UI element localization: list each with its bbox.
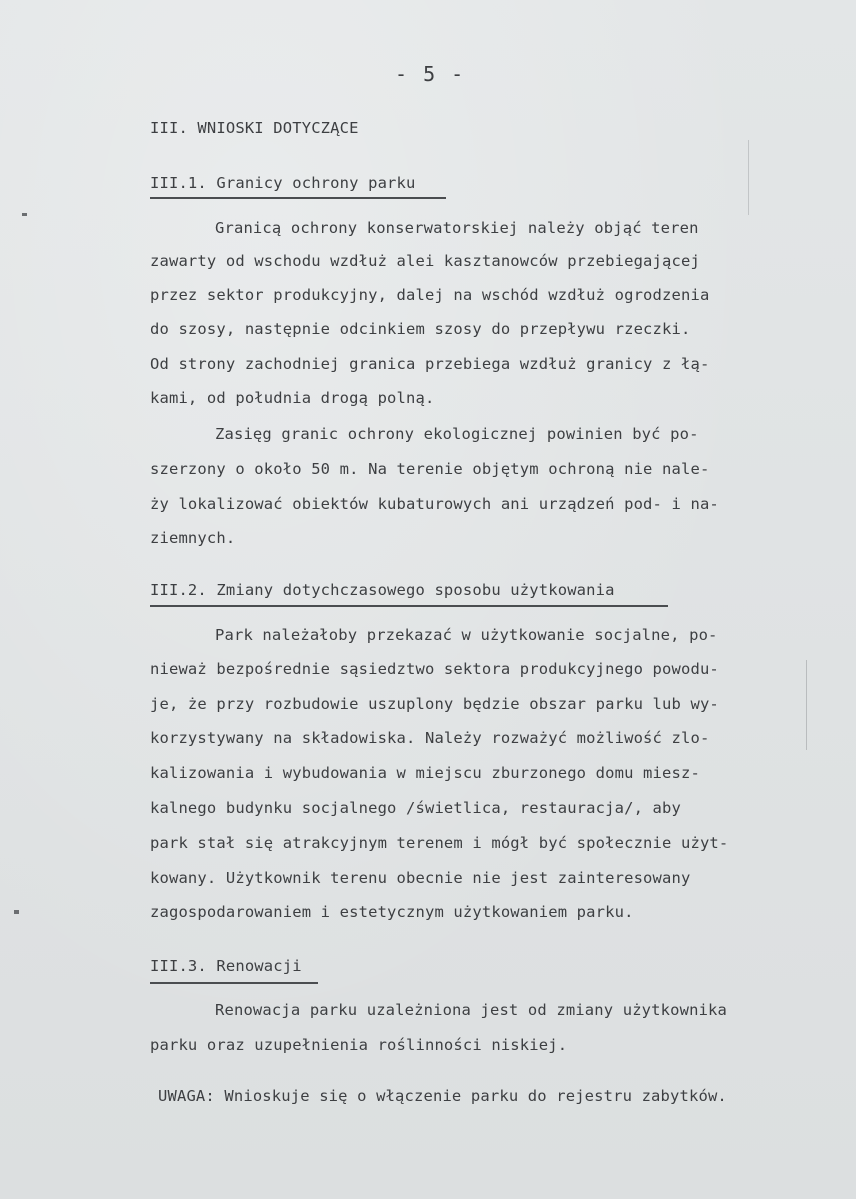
heading-2: III.2. Zmiany dotychczasowego sposobu użytkowania [150,581,615,599]
para-1-line-2: zawarty od wschodu wzdłuż alei kasztanowców przebiegającej [150,252,700,270]
scan-mark [14,910,19,914]
para-3-line-2: nieważ bezpośrednie sąsiedztwo sektora produkcyjnego powodu- [150,660,719,678]
section-title: III. WNIOSKI DOTYCZĄCE [150,119,359,137]
para-3-line-8: kowany. Użytkownik terenu obecnie nie jest zainteresowany [150,869,691,887]
para-3-line-4: korzystywany na składowiska. Należy rozważyć możliwość zlo- [150,729,710,747]
heading-2-underline [150,605,668,607]
para-1-line-3: przez sektor produkcyjny, dalej na wschód wzdłuż ogrodzenia [150,286,710,304]
scan-mark [806,660,807,750]
heading-3: III.3. Renowacji [150,957,302,975]
para-3-line-5: kalizowania i wybudowania w miejscu zburzonego domu miesz- [150,764,700,782]
heading-1: III.1. Granicy ochrony parku [150,174,416,192]
para-1-line-1: Granicą ochrony konserwatorskiej należy objąć teren [215,219,699,237]
heading-3-underline [150,982,318,984]
para-2-line-1: Zasięg granic ochrony ekologicznej powinien być po- [215,425,699,443]
para-4-line-2: parku oraz uzupełnienia roślinności niskiej. [150,1036,568,1054]
para-3-line-3: je, że przy rozbudowie uszuplony będzie obszar parku lub wy- [150,695,719,713]
heading-1-underline [150,197,446,199]
para-3-line-7: park stał się atrakcyjnym terenem i mógł być społecznie użyt- [150,834,729,852]
para-2-line-3: ży lokalizować obiektów kubaturowych ani urządzeń pod- i na- [150,495,719,513]
para-3-line-6: kalnego budynku socjalnego /świetlica, restauracja/, aby [150,799,681,817]
para-3-line-1: Park należałoby przekazać w użytkowanie socjalne, po- [215,626,718,644]
para-3-line-9: zagospodarowaniem i estetycznym użytkowaniem parku. [150,903,634,921]
para-2-line-4: ziemnych. [150,529,236,547]
scan-mark [748,140,749,215]
para-4-line-1: Renowacja parku uzależniona jest od zmiany użytkownika [215,1001,728,1019]
para-1-line-6: kami, od południa drogą polną. [150,389,435,407]
scan-mark [22,213,27,216]
page-number: - 5 - [395,62,466,86]
note: UWAGA: Wnioskuje się o włączenie parku do rejestru zabytków. [158,1087,727,1105]
para-1-line-4: do szosy, następnie odcinkiem szosy do przepływu rzeczki. [150,320,691,338]
para-2-line-2: szerzony o około 50 m. Na terenie objętym ochroną nie nale- [150,460,710,478]
para-1-line-5: Od strony zachodniej granica przebiega wzdłuż granicy z łą- [150,355,710,373]
